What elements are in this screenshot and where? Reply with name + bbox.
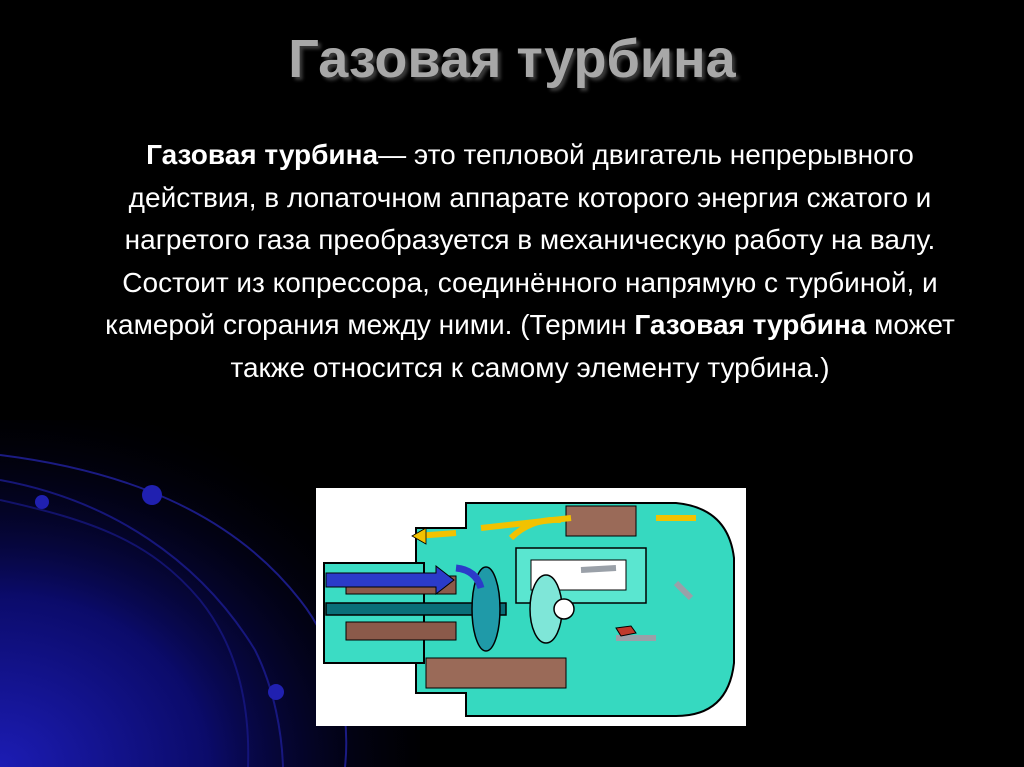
deco-dot-2 [35,495,49,509]
gas-turbine-cutaway-illustration [316,488,746,726]
turbine-figure [316,488,746,726]
term-gas-turbine-2: Газовая турбина [634,309,867,340]
hub [554,599,574,619]
gray-arrow-1 [581,568,616,570]
slide-title: Газовая турбина [288,29,736,89]
hatched-block-bottom [426,658,566,688]
deco-dot-3 [268,684,284,700]
body-paragraph [100,134,960,389]
term-gas-turbine: Газовая турбина [146,139,379,170]
definition-text-2: может также относится к самому элементу турбина.) [230,309,955,383]
hatched-block-top [566,506,636,536]
hatched-wall-bottom [346,622,456,640]
definition-text: — это тепловой двигатель непрерывного действия, в лопаточном аппарате которого энергия сжатого и нагретого газа преобразуется в механическую работу на валу. Состоит из копрессора, соединённого напрямую с турбиной, и камерой сгорания между ними. (Термин [105,139,938,340]
deco-dot-1 [142,485,162,505]
